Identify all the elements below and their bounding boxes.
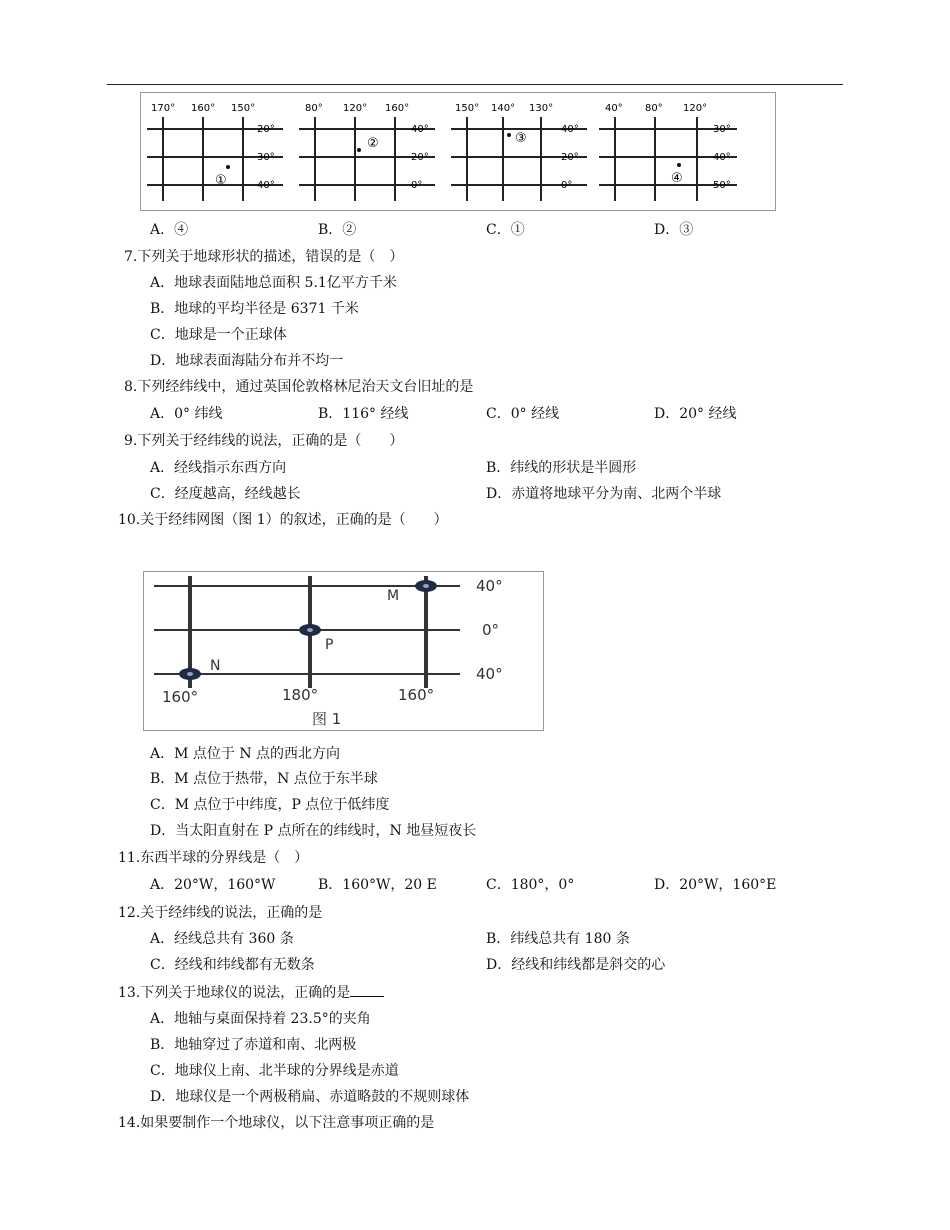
grid3-point — [507, 133, 511, 137]
q9-option-c[interactable]: C．经度越高，经线越长 — [150, 486, 301, 502]
grid4-lat-1: 30° — [713, 124, 731, 135]
grid1-lat-3: 40° — [257, 180, 275, 191]
grid4-lat-2: 40° — [713, 152, 731, 163]
q6-option-c[interactable]: C．① — [486, 222, 525, 238]
q10-option-d[interactable]: D．当太阳直射在 P 点所在的纬线时，N 地昼短夜长 — [150, 823, 477, 839]
point-n-core — [187, 672, 193, 676]
q13-option-b[interactable]: B．地轴穿过了赤道和南、北两极 — [150, 1037, 357, 1053]
grid-3 — [451, 103, 587, 201]
grid2-marker: ② — [367, 136, 379, 151]
q8-option-b[interactable]: B．116° 经线 — [318, 406, 409, 422]
q10-option-b[interactable]: B．M 点位于热带，N 点位于东半球 — [150, 771, 378, 787]
q6-option-a[interactable]: A．④ — [150, 222, 189, 238]
q8-option-c[interactable]: C．0° 经线 — [486, 406, 560, 422]
figure-1-svg — [144, 572, 543, 730]
grid4-lon-1: 40° — [605, 103, 623, 114]
grid3-lat-3: 0° — [561, 180, 573, 191]
grid2-lon-2: 120° — [343, 103, 368, 114]
grid4-lon-2: 80° — [645, 103, 663, 114]
q13-stem-row — [118, 982, 384, 1002]
q13-option-c[interactable]: C．地球仪上南、北半球的分界线是赤道 — [150, 1063, 399, 1079]
grid2-lon-3: 160° — [385, 103, 410, 114]
lat-label-top: 40° — [476, 577, 503, 595]
q9-option-a[interactable]: A．经线指示东西方向 — [150, 460, 287, 476]
grid3-marker: ③ — [515, 131, 527, 146]
grid2-lat-3: 0° — [411, 180, 423, 191]
point-p-label: P — [325, 637, 334, 653]
q14-stem: 14.如果要制作一个地球仪，以下注意事项正确的是 — [118, 1115, 435, 1131]
q6-option-d[interactable]: D．③ — [654, 222, 694, 238]
grid3-lat-2: 20° — [561, 152, 579, 163]
lat-label-bottom: 40° — [476, 665, 503, 683]
q7-option-a[interactable]: A．地球表面陆地总面积 5.1亿平方千米 — [150, 275, 397, 291]
point-m-core — [423, 584, 429, 588]
grid1-lat-2: 30° — [257, 152, 275, 163]
q12-option-b[interactable]: B．纬线总共有 180 条 — [486, 931, 630, 947]
q6-grids-svg — [141, 93, 775, 210]
q10-option-a[interactable]: A．M 点位于 N 点的西北方向 — [150, 746, 341, 762]
grid-1 — [147, 103, 283, 201]
q10-stem: 10.关于经纬网图（图 1）的叙述，正确的是（ ） — [118, 512, 448, 528]
grid4-marker: ④ — [671, 171, 683, 186]
grid-4 — [599, 103, 737, 201]
header-rule — [107, 84, 843, 85]
grid-2 — [299, 103, 435, 201]
q7-option-b[interactable]: B．地球的平均半径是 6371 千米 — [150, 301, 359, 317]
q6-grid-figure — [140, 92, 776, 211]
lat-label-mid: 0° — [482, 621, 500, 639]
point-n-label: N — [210, 658, 221, 674]
q12-option-d[interactable]: D．经线和纬线都是斜交的心 — [486, 957, 666, 973]
grid1-lon-1: 170° — [151, 103, 176, 114]
q7-option-d[interactable]: D．地球表面海陆分布并不均一 — [150, 353, 344, 369]
grid3-lat-1: 40° — [561, 124, 579, 135]
lon-label-mid: 180° — [282, 686, 319, 704]
grid4-point — [677, 163, 681, 167]
q12-option-c[interactable]: C．经线和纬线都有无数条 — [150, 957, 315, 973]
grid3-lon-2: 140° — [491, 103, 516, 114]
q9-stem: 9.下列关于经纬线的说法，正确的是（ ） — [124, 433, 404, 449]
q11-option-d[interactable]: D．20°W，160°E — [654, 877, 777, 893]
grid4-lon-3: 120° — [683, 103, 708, 114]
q8-option-a[interactable]: A．0° 纬线 — [150, 406, 223, 422]
q12-option-a[interactable]: A．经线总共有 360 条 — [150, 931, 294, 947]
q11-stem: 11.东西半球的分界线是（ ） — [118, 850, 309, 866]
grid4-lat-3: 50° — [713, 180, 731, 191]
q12-stem: 12.关于经纬线的说法，正确的是 — [118, 905, 323, 921]
figure-1 — [143, 571, 544, 731]
point-m-label: M — [387, 588, 400, 604]
q11-option-c[interactable]: C．180°，0° — [486, 877, 575, 893]
lon-label-right: 160° — [398, 686, 435, 704]
figure-caption: 图 1 — [312, 710, 342, 728]
grid2-lat-2: 20° — [411, 152, 429, 163]
q13-answer-blank[interactable] — [350, 984, 384, 997]
grid3-lon-3: 130° — [529, 103, 554, 114]
q13-option-a[interactable]: A．地轴与桌面保持着 23.5°的夹角 — [150, 1011, 371, 1027]
grid3-lon-1: 150° — [455, 103, 480, 114]
q6-option-b[interactable]: B．② — [318, 222, 357, 238]
q13-stem: 13.下列关于地球仪的说法，正确的是 — [118, 985, 351, 1001]
q11-option-a[interactable]: A．20°W，160°W — [150, 877, 276, 893]
q7-stem: 7.下列关于地球形状的描述，错误的是（ ） — [124, 249, 404, 265]
grid1-lon-2: 160° — [191, 103, 216, 114]
grid2-lon-1: 80° — [305, 103, 323, 114]
grid2-point — [357, 148, 361, 152]
q10-option-c[interactable]: C．M 点位于中纬度，P 点位于低纬度 — [150, 797, 390, 813]
q9-option-b[interactable]: B．纬线的形状是半圆形 — [486, 460, 637, 476]
q8-stem: 8.下列经纬线中，通过英国伦敦格林尼治天文台旧址的是 — [124, 379, 474, 395]
grid1-point — [226, 165, 230, 169]
lon-label-left: 160° — [162, 688, 199, 706]
q11-option-b[interactable]: B．160°W，20 E — [318, 877, 437, 893]
grid1-lon-3: 150° — [231, 103, 256, 114]
q8-option-d[interactable]: D．20° 经线 — [654, 406, 737, 422]
grid1-marker: ① — [215, 173, 227, 188]
point-p-core — [307, 628, 313, 632]
grid2-lat-1: 40° — [411, 124, 429, 135]
q9-option-d[interactable]: D．赤道将地球平分为南、北两个半球 — [486, 486, 722, 502]
q7-option-c[interactable]: C．地球是一个正球体 — [150, 327, 287, 343]
q13-option-d[interactable]: D．地球仪是一个两极稍扁、赤道略鼓的不规则球体 — [150, 1089, 470, 1105]
grid1-lat-1: 20° — [257, 124, 275, 135]
